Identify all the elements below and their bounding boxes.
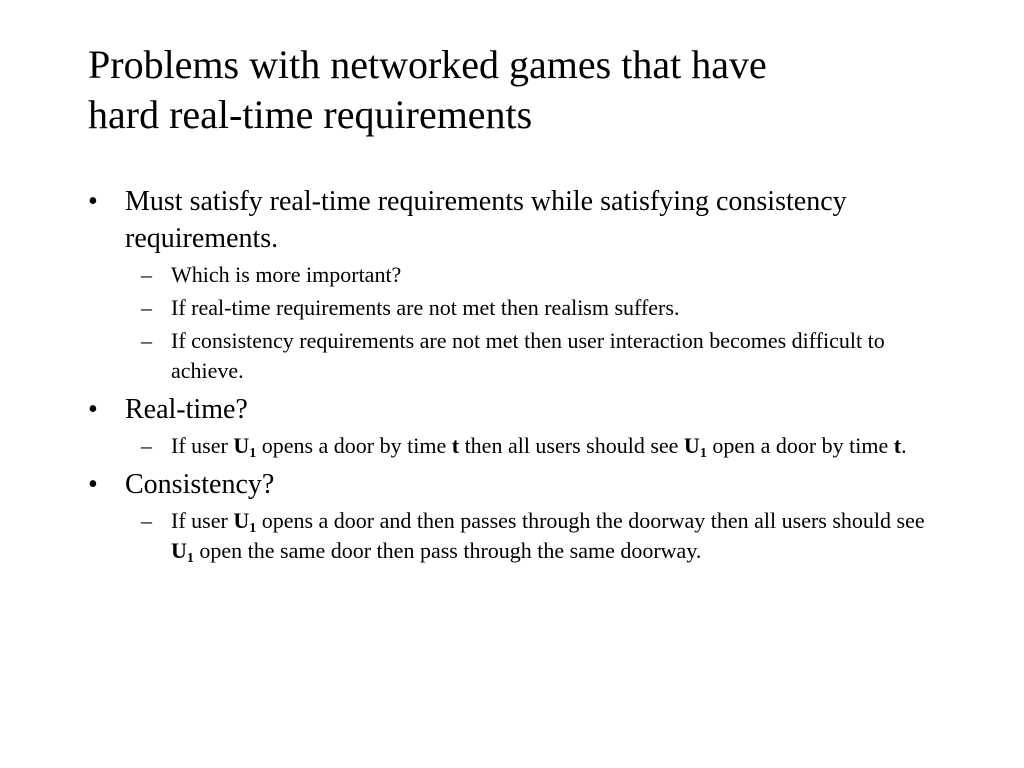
sub-item <box>125 260 948 290</box>
dash-mark: – <box>141 508 152 533</box>
dash-mark: – <box>141 328 152 353</box>
title-line-1: Problems with networked games that have <box>88 42 767 87</box>
sub-text: If consistency requirements are not met then user interaction becomes difficult to achieve. <box>171 328 885 383</box>
sub-item <box>125 431 948 461</box>
bullet-group-2 <box>88 391 948 461</box>
user-subscript: 1 <box>699 446 707 461</box>
sub-text-part: If user <box>171 433 234 458</box>
slide-body <box>88 183 948 571</box>
bullet-mark: • <box>88 186 98 217</box>
user-symbol: U <box>233 508 250 533</box>
bullet-text: Consistency? <box>125 469 275 500</box>
bullet-group-1 <box>88 183 948 386</box>
time-symbol: t <box>451 433 460 458</box>
sub-text-part: opens a door and then passes through the doorway then all users should see <box>256 508 925 533</box>
sub-text-part: open a door by time <box>706 433 894 458</box>
user-symbol: U <box>233 433 250 458</box>
bullet-mark: • <box>88 394 98 425</box>
dash-mark: – <box>141 295 152 320</box>
sub-text-part: . <box>901 433 907 458</box>
bullet-item <box>88 466 948 503</box>
sub-text-part: open the same door then pass through the same doorway. <box>193 538 702 563</box>
bullet-item <box>88 391 948 428</box>
slide-title <box>88 40 968 140</box>
user-symbol: U <box>683 433 700 458</box>
sub-text-part: If user <box>171 508 234 533</box>
sub-text: Which is more important? <box>171 262 402 287</box>
sub-item <box>125 326 948 386</box>
user-subscript: 1 <box>186 551 194 566</box>
sub-text-part: then all users should see <box>459 433 684 458</box>
sub-text-part: opens a door by time <box>256 433 452 458</box>
sub-item <box>125 293 948 323</box>
dash-mark: – <box>141 262 152 287</box>
bullet-group-3 <box>88 466 948 566</box>
sub-text: If real-time requirements are not met then realism suffers. <box>171 295 680 320</box>
dash-mark: – <box>141 433 152 458</box>
sub-item <box>125 506 948 566</box>
user-subscript: 1 <box>249 446 257 461</box>
user-symbol: U <box>171 538 187 563</box>
title-line-2: hard real-time requirements <box>88 92 533 137</box>
bullet-text: Must satisfy real-time requirements while satisfying consistency requirements. <box>125 186 847 254</box>
bullet-item <box>88 183 948 257</box>
time-symbol: t <box>893 433 902 458</box>
user-subscript: 1 <box>249 521 257 536</box>
bullet-mark: • <box>88 469 98 500</box>
bullet-text: Real-time? <box>125 394 248 425</box>
